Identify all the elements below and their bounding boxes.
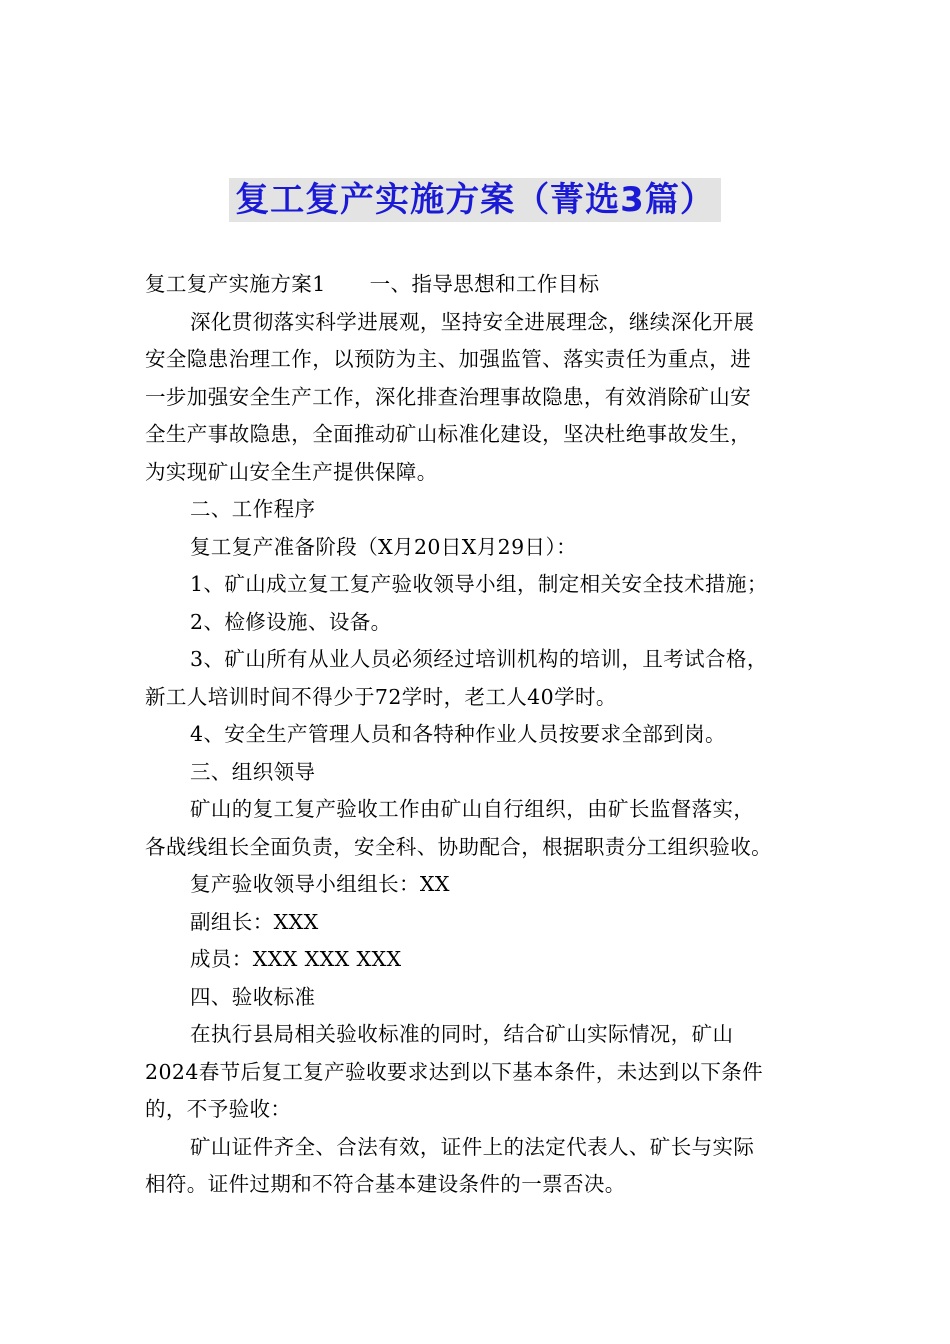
text-line: 4、安全生产管理人员和各特种作业人员按要求全部到岗。 — [190, 722, 726, 746]
text-line: 复产验收领导小组组长：XX — [190, 872, 450, 896]
text-line: 全生产事故隐患，全面推动矿山标准化建设，坚决杜绝事故发生， — [145, 422, 752, 446]
text-line: 二、工作程序 — [190, 497, 316, 521]
text-line: 1、矿山成立复工复产验收领导小组，制定相关安全技术措施； — [190, 572, 768, 596]
first-heading-line — [145, 266, 805, 304]
text-line: 三、组织领导 — [190, 759, 316, 784]
text-line: 矿山证件齐全、合法有效，证件上的法定代表人、矿长与实际 — [190, 1134, 755, 1159]
text-line: 在执行县局相关验收标准的同时，结合矿山实际情况，矿山 — [190, 1022, 734, 1046]
article-heading: 复工复产实施方案1 — [145, 272, 326, 296]
text-line: 相符。证件过期和不符合基本建设条件的一票否决。 — [145, 1172, 626, 1196]
text-line: 为实现矿山安全生产提供保障。 — [145, 459, 438, 484]
text-line: 副组长：XXX — [190, 909, 319, 934]
text-line: 复工复产准备阶段（X月20日X月29日）： — [190, 534, 578, 559]
text-line: 矿山的复工复产验收工作由矿山自行组织，由矿长监督落实， — [190, 797, 755, 821]
text-line: 3、矿山所有从业人员必须经过培训机构的培训，且考试合格， — [190, 647, 768, 671]
title-wrapper — [0, 178, 950, 222]
text-line: 成员：XXX XXX XXX — [190, 947, 402, 971]
document-body — [145, 266, 805, 1204]
text-line: 四、验收标准 — [190, 984, 316, 1009]
text-line: 各战线组长全面负责，安全科、协助配合，根据职责分工组织验收。 — [145, 834, 772, 859]
section-heading: 一、指导思想和工作目标 — [369, 272, 600, 296]
text-line: 2、检修设施、设备。 — [190, 609, 392, 634]
text-line: 2024春节后复工复产验收要求达到以下基本条件，未达到以下条件 — [145, 1059, 764, 1084]
text-line: 一步加强安全生产工作，深化排查治理事故隐患，有效消除矿山安 — [145, 384, 752, 409]
paragraph-lines — [145, 304, 805, 1204]
text-line: 新工人培训时间不得少于72学时，老工人40学时。 — [145, 684, 617, 709]
text-line: 的，不予验收： — [145, 1097, 292, 1121]
document-title: 复工复产实施方案（菁选3篇） — [229, 178, 721, 222]
text-line: 深化贯彻落实科学进展观，坚持安全进展理念，继续深化开展 — [190, 309, 755, 334]
text-line: 安全隐患治理工作，以预防为主、加强监管、落实责任为重点，进 — [145, 347, 752, 371]
